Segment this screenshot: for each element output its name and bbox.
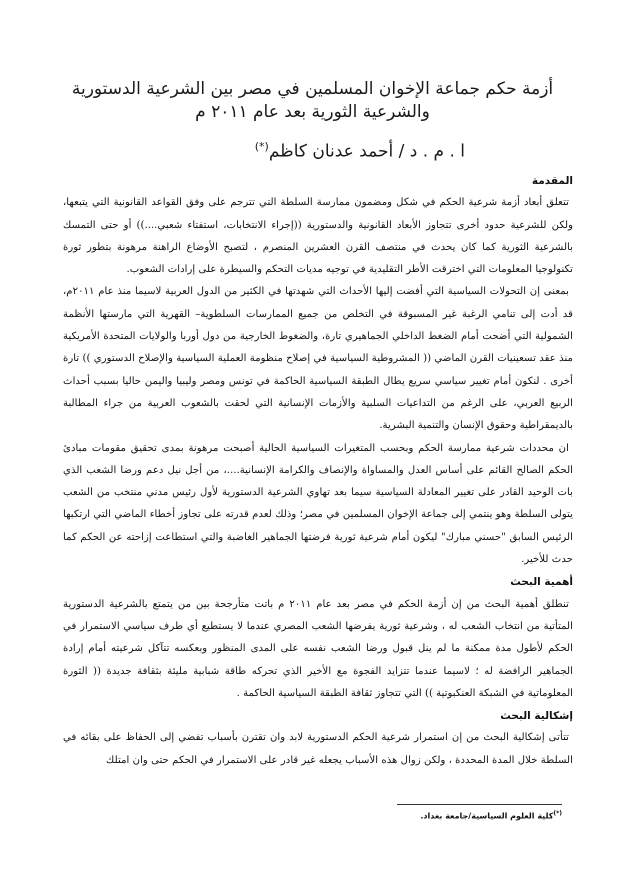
intro-paragraph-3: ان محددات شرعية ممارسة الحكم وبحسب المتغيرات السياسية الحالية أصبحت مرهونة بمدى تحقيق مقومات مبادئ الحكم الصالح القائم على أساس العدل والمساواة والإنصاف والكرامة الإنسانية....، من أجل نيل دعم ورضا الشعب الذي بات الوحيد القادر على تغيير المعادلة السياسية سيما بعد تهاوي الشرعية الدستورية لأول رئيس مدني منتخب من الشعب يتولى السلطة وهو ينتمي إلى جماعة الإخوان المسلمين في مصر؛ وذلك لعدم قدرته على تجاوز أخطاء الماضي التي ارتكبها الرئيس السابق "حسني مبارك" ليكون أمام شرعية ثورية فرضتها الجماهير الغاضبة والتي استطاعت إزاحته عن الحكم كما حدث للأخير. xyxy=(63,442,573,566)
intro-paragraph-1: تتعلق أبعاد أزمة شرعية الحكم في شكل ومضمون ممارسة السلطة التي تترجم على وفق القواعد القانونية التي يتبعها، ولكن للشرعية حدود أخرى تتجاوز الأبعاد القانونية والدستورية ((إجراء الانتخابات، استفتاء شعبي....)) أو حتى التمسك بالشرعية الثورية كما كان يحدث في منتصف القرن العشرين المنصرم ، لتصبح الأوضاع الراهنة مرهونة بتطور ثورة تكنولوجيا المعلومات التي اخترقت الأطر التقليدية في توجيه مديات التحكم والسيطرة على إرادات الشعوب. xyxy=(63,197,573,276)
paper-title xyxy=(60,78,565,124)
importance-paragraph: تنطلق أهمية البحث من إن أزمة الحكم في مصر بعد عام ٢٠١١ م باتت متأرجحة بين من يتمتع بالشرعية الدستورية المتأتية من انتخاب الشعب له ، وشرعية ثورية يفرضها الشعب المصري عندما لا يستطيع أي طرف سياسي الاستمرار في الحكم لأطول مدة ممكنة ما لم ينل قبول ورضا الشعب نفسه على المدى المنظور وبعكسه تتآكل شرعيته أمام إرادة الجماهير الرافضة له ؛ لاسيما عندما تتزايد الفجوة مع الأخير الذي تحركه طاقة شبابية مليئة بثقافة جديدة (( الثورة المعلوماتية في الشبكة العنكبوتية )) التي تتجاوز ثقافة الطبقة السياسية الحاكمة . xyxy=(63,598,573,699)
importance-heading: أهمية البحث xyxy=(510,576,573,589)
author-footnote-marker: (*) xyxy=(254,140,269,153)
author-line xyxy=(255,140,465,162)
problem-paragraph: تتأتى إشكالية البحث من إن استمرار شرعية الحكم الدستورية لابد وان تقترن بأسباب تفضي إلى الحفاظ على بقائه في السلطة خلال المدة المحددة ، ولكن زوال هذه الأسباب يجعله غير قادر على الاستمرار في الحكم حتى وان امتلك xyxy=(63,732,573,766)
footnote xyxy=(420,810,562,821)
footnote-marker: (*) xyxy=(553,810,562,817)
problem-heading: إشكالية البحث xyxy=(500,710,573,723)
title-line-2: والشرعية الثورية بعد عام ٢٠١١ م xyxy=(195,102,430,122)
footnote-divider xyxy=(397,804,562,805)
footnote-text: كلية العلوم السياسية/جامعة بغداد. xyxy=(420,811,554,821)
paper-body xyxy=(63,170,573,772)
intro-heading: المقدمة xyxy=(531,175,573,187)
author-name: ا . م . د / أحمد عدنان كاظم xyxy=(268,141,465,162)
title-line-1: أزمة حكم جماعة الإخوان المسلمين في مصر بين الشرعية الدستورية xyxy=(71,79,554,99)
intro-paragraph-2: بمعنى إن التحولات السياسية التي أفضت إليها الأحداث التي شهدتها في الكثير من الدول العربية لاسيما منذ عام ٢٠١١م، قد أدت إلى تنامي الرغبة غير المسبوقة في التخلص من جميع الممارسات السلطوية– القهرية التي مارستها الأنظمة الشمولية التي أضحت أمام الضغط الداخلي الجماهيري تارة، والضغوط الخارجية من دول أوربا والولايات المتحدة الأمريكية منذ عقد تسعينيات القرن الماضي (( المشروطية السياسية في إصلاح منظومة العملية السياسية والإصلاح الدستوري )) تارة أخرى . لنكون أمام تغيير سياسي سريع يطال الطبقة السياسية الحاكمة في تونس ومصر وليبيا واليمن حاليا بسبب أحداث الربيع العربي، على الرغم من التداعيات السلبية والأزمات الإنسانية التي لحقت بالشعوب العربية من جراء المطالبة بالديمقراطية وحقوق الإنسان والتنمية البشرية. xyxy=(63,286,573,432)
